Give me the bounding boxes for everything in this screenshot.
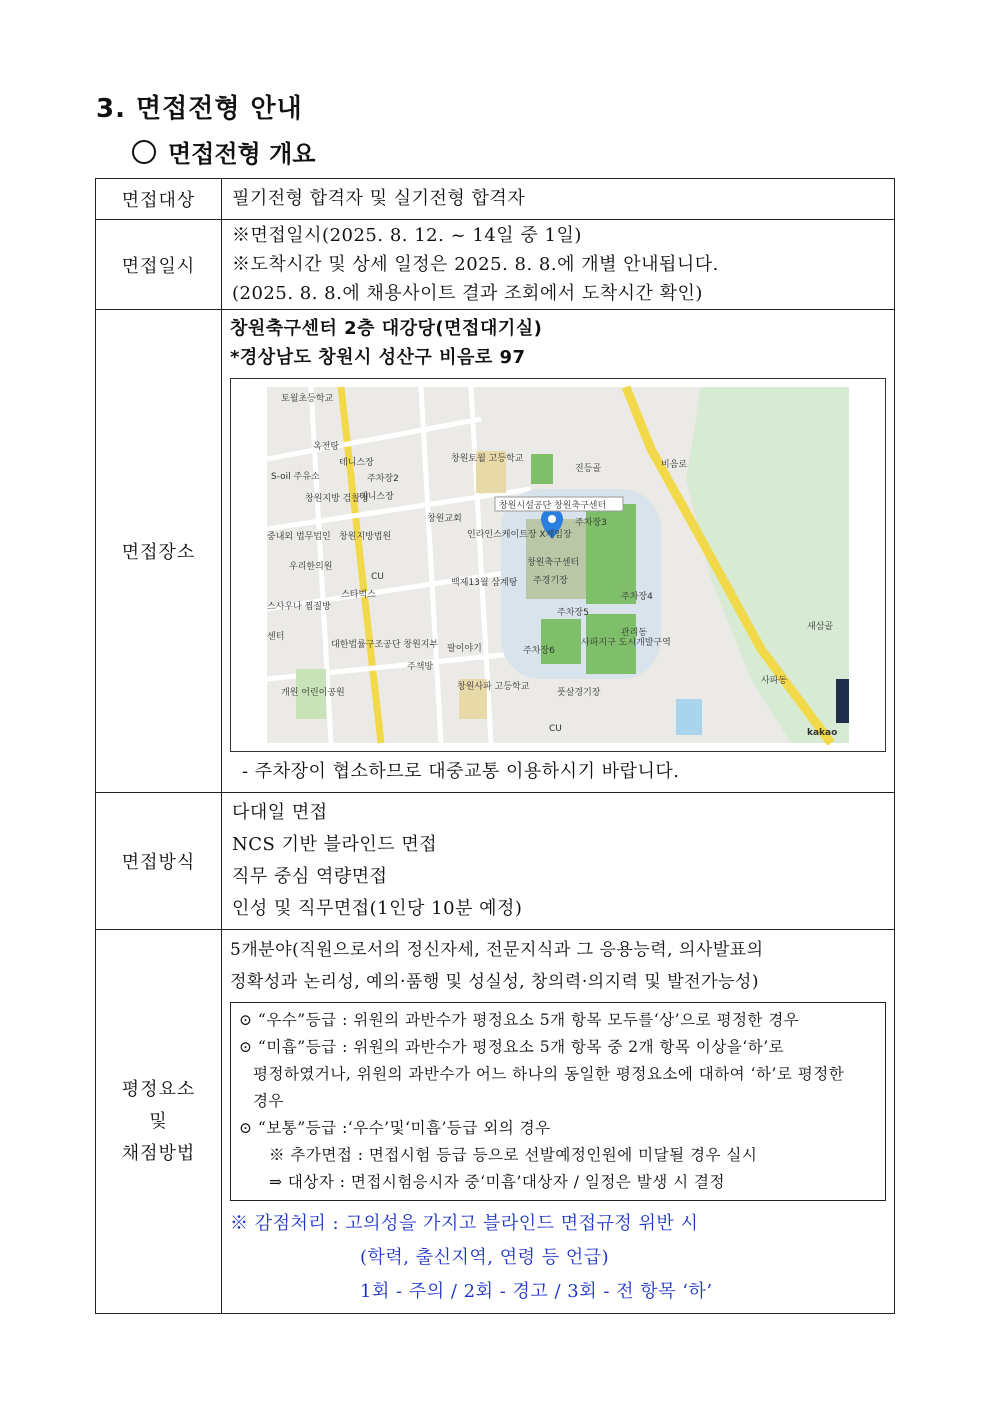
map-label: 개원 어린이공원	[281, 688, 345, 698]
penalty-line: 1회 - 주의 / 2회 - 경고 / 3회 - 전 항목 ‘하’	[360, 1281, 713, 1302]
criteria-line: 평정하였거나, 위원의 과반수가 어느 하나의 동일한 평정요소에 대하여 ‘하’로 평정한	[253, 1065, 845, 1083]
datetime-line: (2025. 8. 8.에 채용사이트 결과 조회에서 도착시간 확인)	[232, 283, 703, 304]
scoring-intro: 정확성과 논리성, 예의·품행 및 성실성, 창의력·의지력 및 발전가능성)	[230, 972, 759, 992]
map-label: 팔이야기	[447, 644, 482, 654]
method-line: 직무 중심 역량면접	[232, 866, 388, 887]
criteria-line: ※ 추가면접 : 면접시험 등급 등으로 선발예정인원에 미달될 경우 실시	[269, 1146, 758, 1164]
map-label: 주책방	[407, 662, 434, 672]
subtitle-text: 면접전형 개요	[168, 140, 316, 168]
map-label: 테니스장	[339, 458, 374, 468]
map-label: 토월초등학교	[281, 394, 334, 404]
map-label: S-oil 주유소	[271, 472, 320, 482]
map-label: CU	[549, 724, 562, 734]
scoring-intro: 5개분야(직원으로서의 정신자세, 전문지식과 그 응용능력, 의사발표의	[230, 940, 764, 960]
map-label: 중내외 법무법인	[267, 532, 331, 542]
criteria-line: ⊙ “보통”등급 :‘우수’및‘미흡’등급 외의 경우	[239, 1119, 551, 1137]
section-title: 3. 면접전형 안내	[96, 94, 303, 124]
label-method: 면접방식	[96, 793, 222, 930]
label-location: 면접장소	[96, 310, 222, 793]
criteria-line: ⊙ “미흡”등급 : 위원의 과반수가 평정요소 5개 항목 중 2개 항목 이상을‘하’로	[239, 1038, 785, 1056]
map-label: 창원축구센터	[527, 558, 580, 568]
map-label: 대한법률구조공단 창원지부	[331, 640, 439, 650]
map-label: CU	[371, 572, 384, 582]
map-label: 진등골	[575, 464, 602, 474]
map-label: 주차장6	[523, 646, 555, 656]
row-datetime	[96, 220, 895, 310]
map-label: 주차장5	[557, 608, 589, 618]
interview-info-table	[95, 178, 895, 1314]
map-label: 창원교회	[427, 514, 462, 524]
map-graphic	[231, 379, 885, 751]
parking-note: - 주차장이 협소하므로 대중교통 이용하시기 바랍니다.	[242, 761, 680, 782]
map-label: 주경기장	[533, 576, 568, 586]
criteria-box	[230, 1002, 886, 1201]
map-label: 스사우나 찜질방	[267, 602, 331, 612]
datetime-line: ※도착시간 및 상세 일정은 2025. 8. 8.에 개별 안내됩니다.	[232, 254, 719, 275]
venue-address: *경상남도 창원시 성산구 비음로 97	[230, 347, 526, 368]
map-label: 테니스장	[359, 492, 394, 502]
map-label: 주차장4	[621, 592, 653, 602]
map-label: 센터	[267, 632, 285, 642]
map-label: 창원지방법원	[339, 532, 392, 542]
map-label: 창원시설공단 창원축구센터	[499, 501, 607, 511]
map-label: 풋살경기장	[557, 688, 601, 698]
label-scoring: 및	[149, 1110, 168, 1132]
map-label: 스타벅스	[341, 590, 376, 600]
map-label: 주차장2	[367, 474, 399, 484]
map-label: 인라인스케이트장 X게임장	[467, 530, 572, 540]
map-label: 창원지방 검찰청	[305, 494, 369, 504]
map-label: 주차장3	[575, 518, 607, 528]
map-label: 비음로	[661, 460, 688, 470]
method-line: NCS 기반 블라인드 면접	[232, 834, 438, 855]
map-label: 창원사파 고등학교	[457, 682, 530, 692]
row-location	[96, 310, 895, 793]
map-label: 새삼골	[807, 622, 834, 632]
map-label: 사파지구 도시개발구역	[581, 638, 671, 648]
map-label: 백제13월 삼계탕	[451, 578, 518, 588]
location-map[interactable]	[230, 378, 886, 752]
criteria-line: ⊙ “우수”등급 : 위원의 과반수가 평정요소 5개 항목 모두를‘상’으로 평정한 경우	[239, 1011, 800, 1029]
label-scoring: 평정요소	[121, 1078, 196, 1100]
penalty-line: (학력, 출신지역, 연령 등 언급)	[360, 1247, 610, 1268]
map-label: 관리동	[621, 628, 648, 638]
value-target: 필기전형 합격자 및 실기전형 합격자	[232, 188, 526, 209]
kakao-logo: kakao	[807, 728, 838, 738]
criteria-line: ⇒ 대상자 : 면접시험응시자 중‘미흡’대상자 / 일정은 발생 시 결정	[269, 1173, 725, 1191]
map-label: 사파동	[761, 676, 788, 686]
row-scoring	[96, 930, 895, 1314]
penalty-line: ※ 감점처리 : 고의성을 가지고 블라인드 면접규정 위반 시	[230, 1213, 699, 1234]
map-label: 우리한의원	[289, 562, 333, 572]
map-label: 창원토월 고등학교	[451, 454, 524, 464]
method-line: 다대일 면접	[232, 802, 328, 823]
label-datetime: 면접일시	[96, 220, 222, 310]
method-line: 인성 및 직무면접(1인당 10분 예정)	[232, 898, 523, 919]
map-label: 옥전탕	[313, 442, 340, 452]
row-method	[96, 793, 895, 930]
label-target: 면접대상	[96, 179, 222, 220]
label-scoring: 채점방법	[121, 1142, 196, 1164]
venue-name: 창원축구센터 2층 대강당(면접대기실)	[230, 318, 543, 339]
criteria-line: 경우	[253, 1092, 284, 1110]
row-target	[96, 179, 895, 220]
datetime-line: ※면접일시(2025. 8. 12. ~ 14일 중 1일)	[232, 225, 582, 246]
circle-bullet-icon	[132, 140, 156, 164]
section-subtitle	[132, 134, 315, 169]
